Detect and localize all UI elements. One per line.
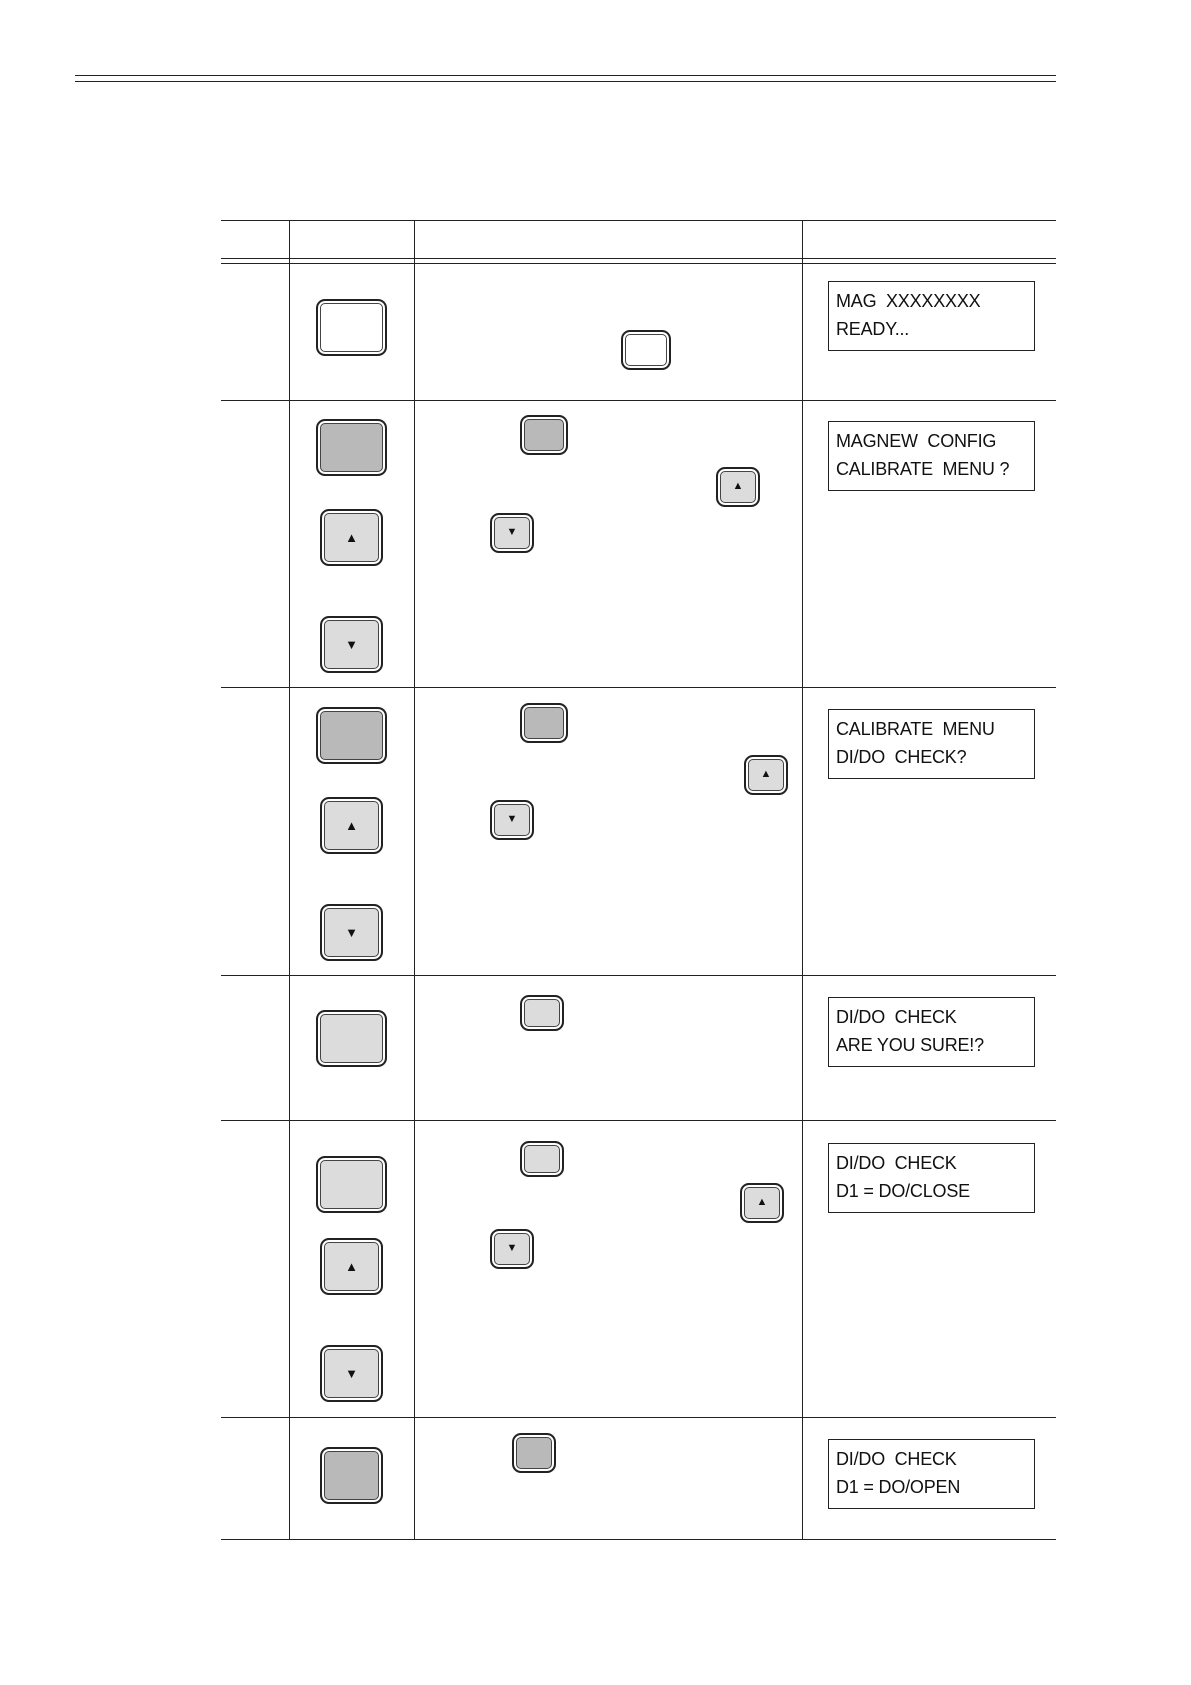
table-header-rule-2 [221, 263, 1056, 264]
lcd-line-2: READY... [836, 319, 910, 339]
up-arrow-key[interactable] [320, 1238, 383, 1295]
up-arrow-key[interactable] [320, 509, 383, 566]
down-arrow-icon: ▼ [345, 1365, 358, 1381]
up-arrow-key[interactable] [320, 797, 383, 854]
lcd-line-1: DI/DO CHECK [836, 1153, 957, 1173]
up-arrow-icon: ▲ [756, 1195, 768, 1208]
down-arrow-icon: ▼ [506, 525, 518, 538]
row-divider [221, 1417, 1056, 1418]
lcd-line-1: MAG XXXXXXXX [836, 291, 981, 311]
lcd-display [828, 997, 1035, 1067]
lcd-line-1: DI/DO CHECK [836, 1007, 957, 1027]
up-arrow-icon: ▲ [345, 1258, 358, 1274]
up-arrow-icon: ▲ [732, 479, 744, 492]
inline-up-arrow-key[interactable] [716, 467, 760, 507]
column-divider [289, 220, 290, 1540]
inline-down-arrow-key[interactable] [490, 1229, 534, 1269]
down-arrow-key[interactable] [320, 904, 383, 961]
column-divider [802, 220, 803, 1540]
up-arrow-icon: ▲ [345, 529, 358, 545]
lcd-line-1: DI/DO CHECK [836, 1449, 957, 1469]
header-rule-bottom [75, 81, 1056, 82]
inline-up-arrow-key[interactable] [744, 755, 788, 795]
row-divider [221, 1120, 1056, 1121]
inline-down-arrow-key[interactable] [490, 800, 534, 840]
inline-up-arrow-key[interactable] [740, 1183, 784, 1223]
table-top-rule [221, 220, 1056, 221]
down-arrow-icon: ▼ [506, 812, 518, 825]
lcd-line-2: D1 = DO/OPEN [836, 1477, 961, 1497]
lcd-line-1: CALIBRATE MENU [836, 719, 995, 739]
inline-key[interactable] [520, 995, 564, 1031]
down-arrow-key[interactable] [320, 616, 383, 673]
row-divider [221, 975, 1056, 976]
table-bottom-rule [221, 1539, 1056, 1540]
inline-key[interactable] [520, 703, 568, 743]
table-header-rule-1 [221, 258, 1056, 259]
lcd-display [828, 281, 1035, 351]
down-arrow-icon: ▼ [345, 924, 358, 940]
column-divider [414, 220, 415, 1540]
down-arrow-key[interactable] [320, 1345, 383, 1402]
lcd-line-2: ARE YOU SURE!? [836, 1035, 984, 1055]
down-arrow-icon: ▼ [345, 636, 358, 652]
lcd-display [828, 1143, 1035, 1213]
inline-key[interactable] [520, 1141, 564, 1177]
inline-down-arrow-key[interactable] [490, 513, 534, 553]
up-arrow-icon: ▲ [760, 767, 772, 780]
lcd-display [828, 1439, 1035, 1509]
header-rule-top [75, 75, 1056, 76]
keypad-key[interactable] [316, 1010, 387, 1067]
lcd-line-2: D1 = DO/CLOSE [836, 1181, 970, 1201]
keypad-key[interactable] [320, 1447, 383, 1504]
keypad-key[interactable] [316, 419, 387, 476]
lcd-display [828, 709, 1035, 779]
lcd-line-1: MAGNEW CONFIG [836, 431, 997, 451]
row-divider [221, 400, 1056, 401]
up-arrow-icon: ▲ [345, 817, 358, 833]
lcd-display [828, 421, 1035, 491]
inline-key[interactable] [621, 330, 671, 370]
lcd-line-2: CALIBRATE MENU ? [836, 459, 1010, 479]
keypad-key[interactable] [316, 299, 387, 356]
inline-key[interactable] [512, 1433, 556, 1473]
down-arrow-icon: ▼ [506, 1241, 518, 1254]
keypad-key[interactable] [316, 707, 387, 764]
keypad-key[interactable] [316, 1156, 387, 1213]
row-divider [221, 687, 1056, 688]
lcd-line-2: DI/DO CHECK? [836, 747, 967, 767]
inline-key[interactable] [520, 415, 568, 455]
